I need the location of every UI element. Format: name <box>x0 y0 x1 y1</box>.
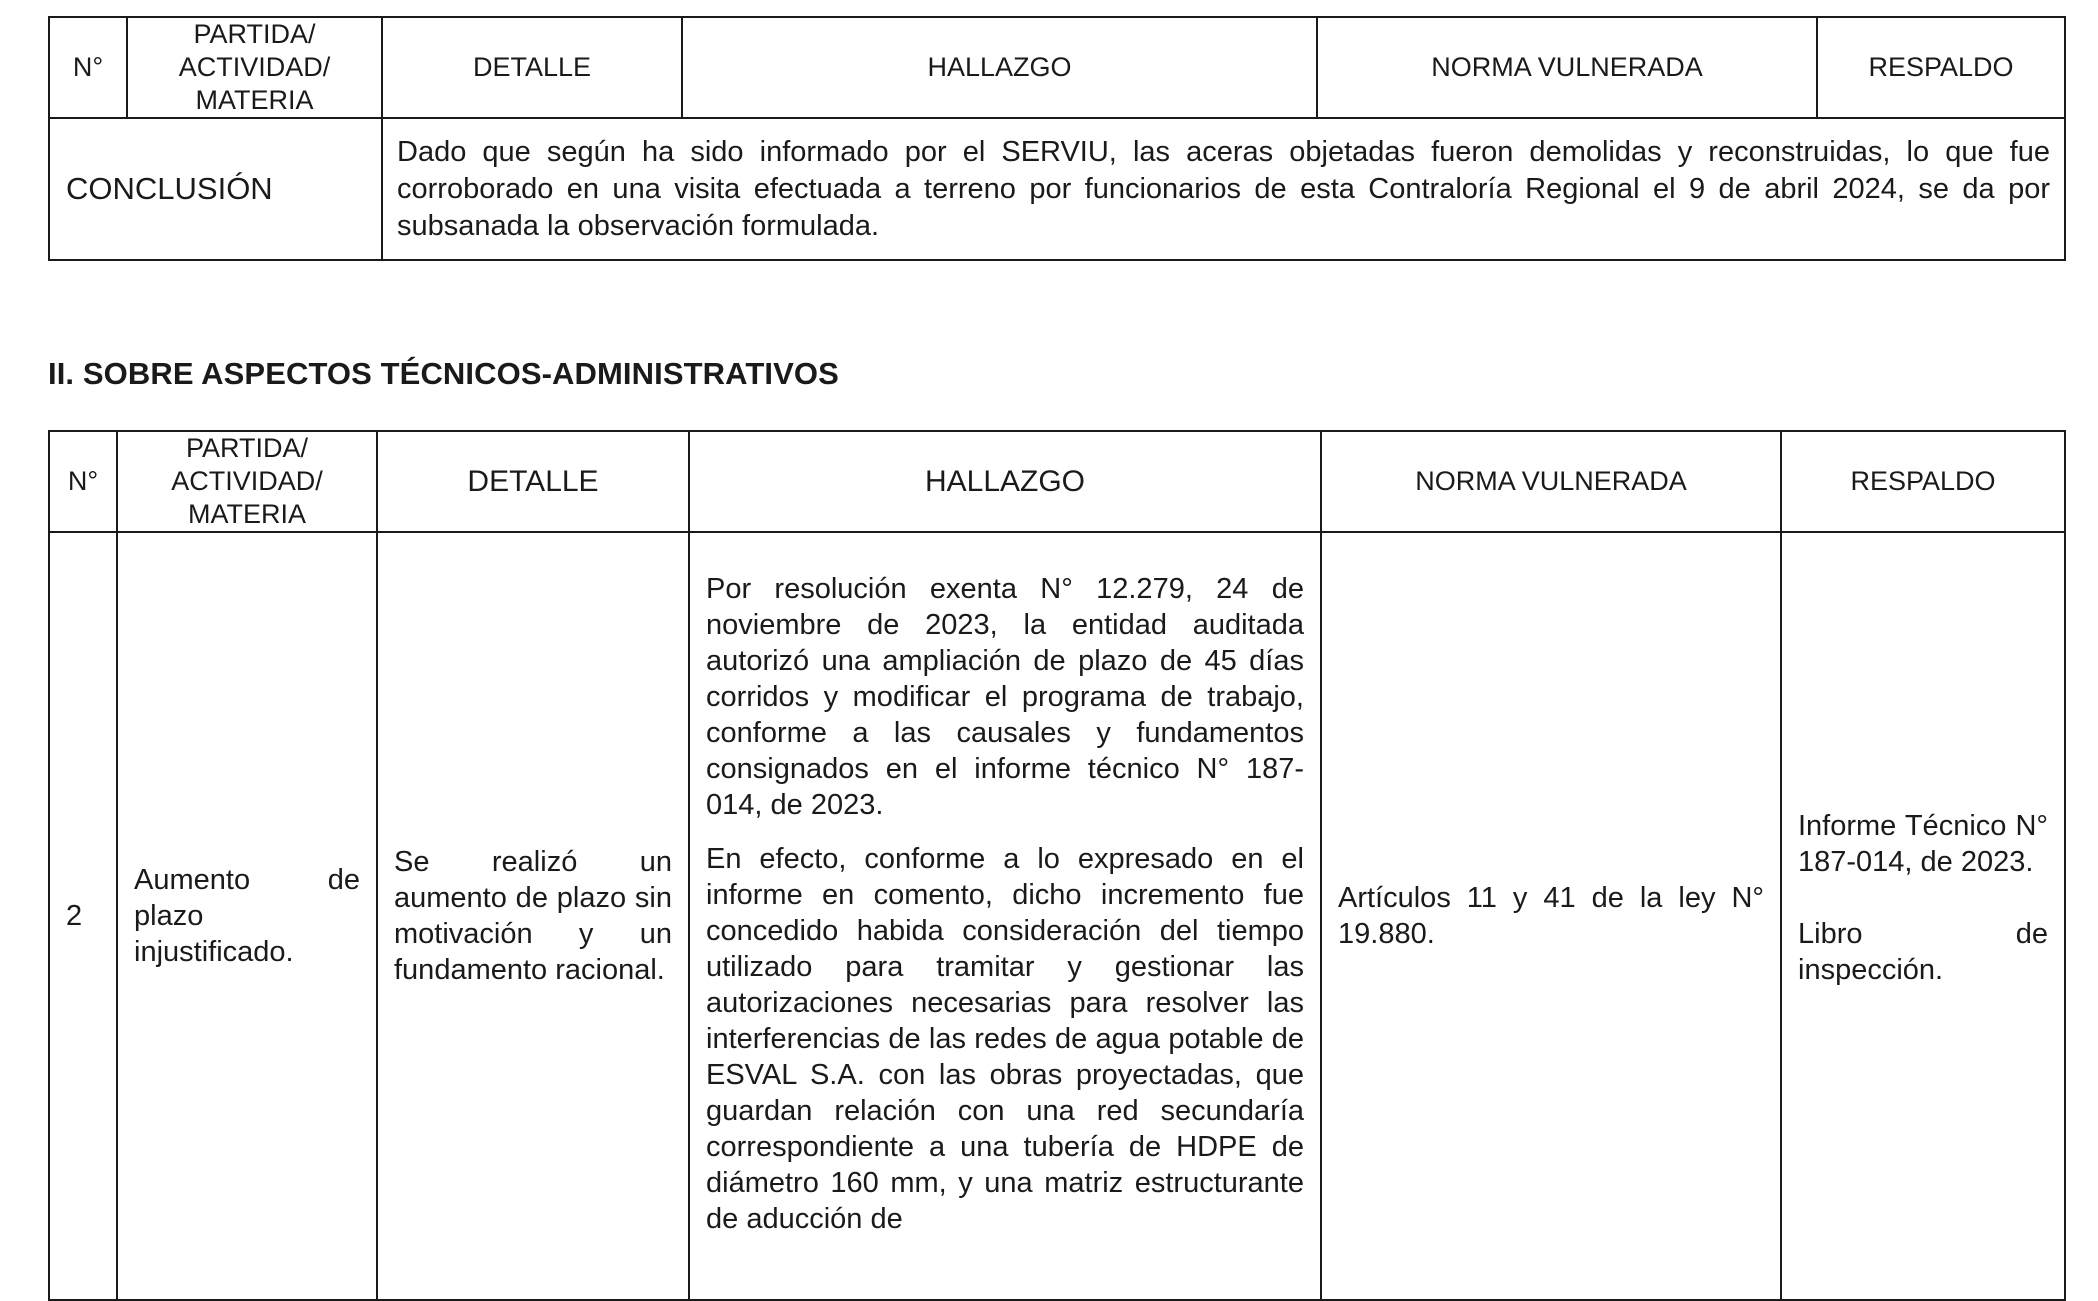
table-row <box>49 532 2065 1300</box>
header-detalle: DETALLE <box>377 431 689 532</box>
hallazgo-paragraph: Por resolución exenta N° 12.279, 24 de noviembre de 2023, la entidad auditada autorizó una ampliación de plazo de 45 días corridos y modificar el programa de trabajo, conforme a las causales y fundamentos consignados en el informe técnico N° 187-014, de 2023. <box>706 573 1304 821</box>
conclusion-table <box>48 16 2066 261</box>
hallazgo-paragraph: En efecto, conforme a lo expresado en el informe en comento, dicho incremento fue concedido habida consideración del tiempo utilizado para tramitar y gestionar las autorizaciones necesarias para resolver las interferencias de las redes de agua potable de ESVAL S.A. con las obras proyectadas, que guardan relación con una red secundaría correspondiente a una tubería de HDPE de diámetro 160 mm, y una matriz estructurante de aducción de <box>706 843 1304 1235</box>
respaldo-item: Libro de inspección. <box>1798 918 2048 986</box>
respaldo-item: Informe Técnico N° 187-014, de 2023. <box>1798 810 2048 878</box>
conclusion-text: Dado que según ha sido informado por el SERVIU, las aceras objetadas fueron demolidas y reconstruidas, lo que fue corroborado en una visita efectuada a terreno por funcionarios de esta Contraloría Regional el 9 de abril 2024, se da por subsanada la observación formulada. <box>382 118 2065 260</box>
header-hallazgo: HALLAZGO <box>682 17 1317 118</box>
findings-table-header-row <box>49 431 2065 532</box>
header-number: N° <box>49 431 117 532</box>
row-detalle: Se realizó un aumento de plazo sin motivación y un fundamento racional. <box>377 532 689 1300</box>
header-detalle: DETALLE <box>382 17 682 118</box>
row-number: 2 <box>49 532 117 1300</box>
row-hallazgo <box>689 532 1321 1300</box>
section-heading: II. SOBRE ASPECTOS TÉCNICOS-ADMINISTRATIVOS <box>48 356 839 391</box>
header-number: N° <box>49 17 127 118</box>
header-respaldo: RESPALDO <box>1781 431 2065 532</box>
header-hallazgo: HALLAZGO <box>689 431 1321 532</box>
row-partida: Aumento de plazo injustificado. <box>117 532 377 1300</box>
header-respaldo: RESPALDO <box>1817 17 2065 118</box>
conclusion-table-header-row <box>49 17 2065 118</box>
header-partida: PARTIDA/ ACTIVIDAD/ MATERIA <box>127 17 382 118</box>
header-norma-vulnerada: NORMA VULNERADA <box>1321 431 1781 532</box>
findings-table <box>48 430 2066 1301</box>
header-partida: PARTIDA/ ACTIVIDAD/ MATERIA <box>117 431 377 532</box>
conclusion-label: CONCLUSIÓN <box>49 118 382 260</box>
row-norma-vulnerada: Artículos 11 y 41 de la ley N° 19.880. <box>1321 532 1781 1300</box>
conclusion-row <box>49 118 2065 260</box>
row-respaldo <box>1781 532 2065 1300</box>
header-norma-vulnerada: NORMA VULNERADA <box>1317 17 1817 118</box>
